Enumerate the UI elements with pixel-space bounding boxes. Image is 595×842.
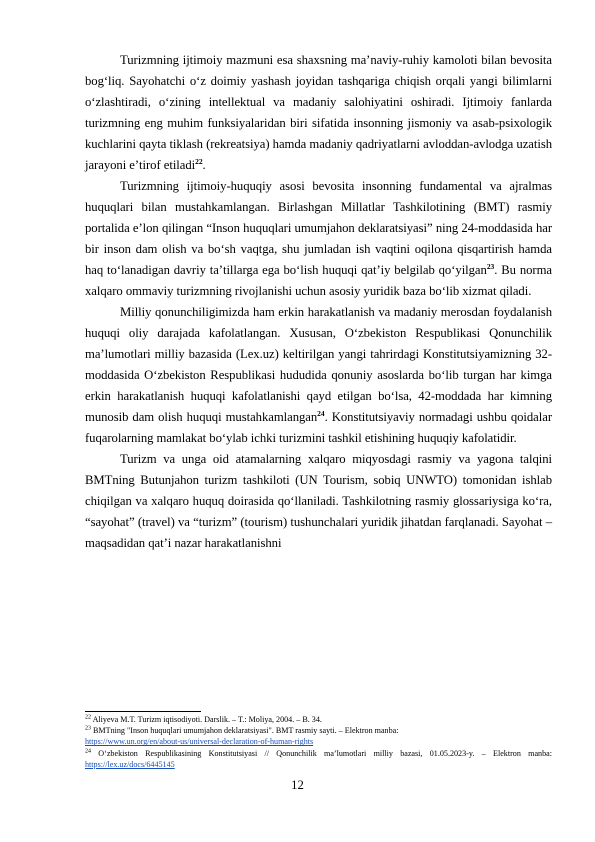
footnote-ref[interactable]: 23: [486, 261, 495, 271]
footnote-ref[interactable]: 22: [195, 156, 203, 166]
footnote-number: 24: [85, 747, 91, 754]
paragraph-tail: . Konstitutsiyaviy normadagi ushbu qoidalar fuqarolarning mamlakat boʻylab ichki turizmini tashkil etishining huquqiy kafolatidir.: [85, 410, 552, 445]
footnote-23: [85, 725, 552, 747]
document-body: [85, 50, 552, 554]
footnote-ref[interactable]: 24: [317, 408, 325, 418]
footnote-text: Aliyeva M.T. Turizm iqtisodiyoti. Darslik. – T.: Moliya, 2004. – B. 34.: [92, 715, 322, 724]
paragraph-2: [85, 176, 552, 302]
footnotes: [85, 714, 552, 770]
footnote-text: Oʻzbekiston Respublikasining Konstitutsiyasi // Qonunchilik maʼlumotlari milliy bazasi, 01.05.2023-y. – Elektron manba:: [98, 748, 552, 758]
footnote-number: 23: [85, 725, 91, 732]
paragraph-1: [85, 50, 552, 176]
paragraph-tail: . Bu norma xalqaro ommaviy turizmning rivojlanishi uchun asosiy yuridik baza boʻlib xizmat qiladi.: [85, 263, 552, 298]
paragraph-4: [85, 449, 552, 554]
footnote-text: BMTning "Inson huquqlari umumjahon deklaratsiyasi". BMT rasmiy sayti. – Elektron manba:: [93, 726, 399, 736]
paragraph-text: Turizmning ijtimoiy-huquqiy asosi bevosita insonning fundamental va ajralmas huquqlari bilan mustahkamlangan. Birlashgan Millatlar Tashkilotining (BMT) rasmiy portalida eʼlon qilingan “Inson huquqlari umumjahon deklaratsiyasi” ning 24-moddasida har bir inson dam olish va boʻsh vaqtga, shu jumladan ish vaqtini oqilona qisqartirish hamda haq toʻlanadigan davriy taʼtillarga ega boʻlish huquqi qatʼiy belgilab qoʻyilgan: [85, 179, 552, 277]
footnote-24: [85, 748, 552, 770]
paragraph-text: Turizm va unga oid atamalarning xalqaro miqyosdagi rasmiy va yagona talqini BMTning Butunjahon turizm tashkiloti (UN Tourism, sobiq UNWTO) tomonidan ishlab chiqilgan va xalqaro huquq doirasida qoʻllaniladi. Tashkilotning rasmiy glossariysiga koʻra, “sayohat” (travel) va “turizm” (tourism) tushunchalari yuridik jihatdan farqlanadi. Sayohat – maqsadidan qatʼi nazar harakatlanishni: [85, 452, 552, 550]
footnote-22: [85, 714, 552, 725]
page-number: 12: [291, 778, 304, 792]
paragraph-text: Turizmning ijtimoiy mazmuni esa shaxsning maʼnaviy-ruhiy kamoloti bilan bevosita bogʻliq. Sayohatchi oʻz doimiy yashash joyidan tashqariga chiqish orqali yangi bilimlarni oʻzlashtiradi, oʻzining intellektual va madaniy salohiyatini oshiradi. Ijtimoiy fanlarda turizmning eng muhim funksiyalaridan biri sifatida insonning jismoniy va asab-psixologik kuchlarini qayta tiklash (rekreatsiya) hamda madaniy qadriyatlarni avloddan-avlodga uzatish jarayoni eʼtirof etiladi: [85, 53, 552, 172]
paragraph-tail: .: [202, 158, 206, 172]
footnote-link[interactable]: https://lex.uz/docs/6445145: [85, 759, 175, 769]
footnote-link[interactable]: https://www.un.org/en/about-us/universal-declaration-of-human-rights: [85, 737, 314, 747]
footnote-number: 22: [85, 714, 91, 721]
footnote-separator: [85, 711, 201, 712]
paragraph-3: [85, 302, 552, 449]
paragraph-text: Milliy qonunchiligimizda ham erkin harakatlanish va madaniy merosdan foydalanish huquqi oliy darajada kafolatlangan. Xususan, Oʻzbekiston Respublikasi Qonunchilik maʼlumotlari milliy bazasida (Lex.uz) keltirilgan yangi tahrirdagi Konstitutsiyamizning 32-moddasida Oʻzbekiston Respublikasi hududida qonuniy asoslarda boʻlib turgan har kimga erkin harakatlanish huquqi kafolatlanishi qayd etilgan boʻlsa, 42-moddada har kimning munosib dam olish huquqi mustahkamlangan: [85, 305, 552, 424]
